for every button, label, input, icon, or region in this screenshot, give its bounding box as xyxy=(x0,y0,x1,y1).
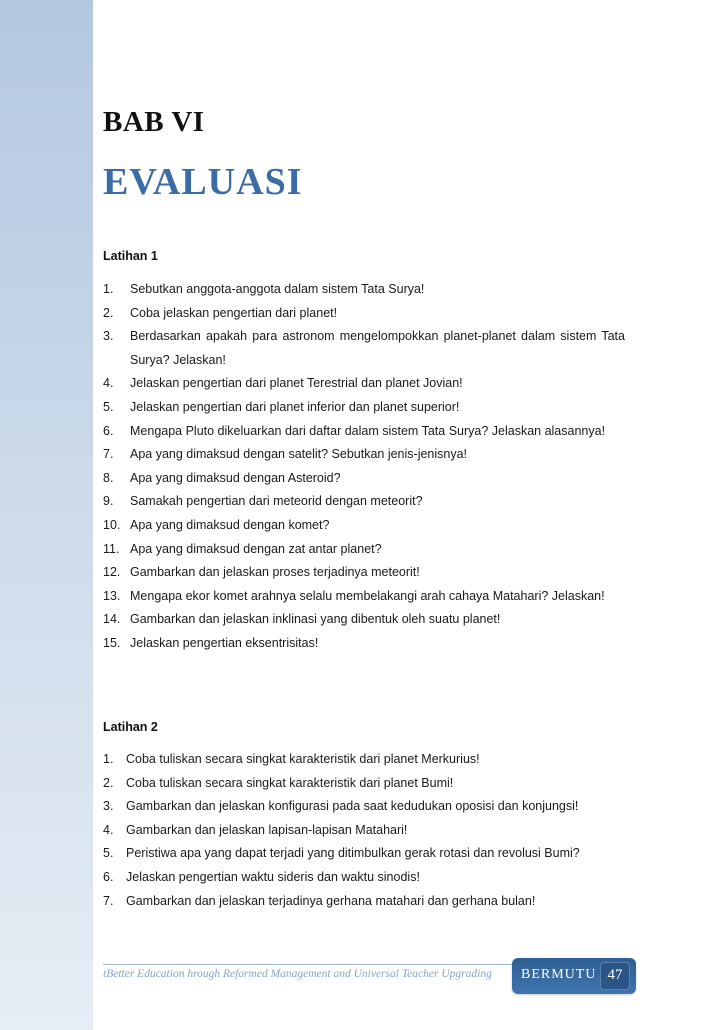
question-text: Gambarkan dan jelaskan lapisan-lapisan Matahari! xyxy=(126,822,408,837)
question-item xyxy=(103,420,625,444)
question-text: Jelaskan pengertian dari planet inferior dan planet superior! xyxy=(130,399,460,414)
question-item xyxy=(103,396,625,420)
question-number: 4. xyxy=(103,822,114,837)
section-title: EVALUASI xyxy=(103,161,303,203)
question-item xyxy=(103,748,625,772)
question-item xyxy=(103,772,625,796)
question-text: Apa yang dimaksud dengan zat antar planet? xyxy=(130,541,382,556)
question-text: Coba tuliskan secara singkat karakteristik dari planet Merkurius! xyxy=(126,752,480,766)
exercise-heading-1: Latihan 1 xyxy=(103,249,158,263)
question-text: Jelaskan pengertian dari planet Terestrial dan planet Jovian! xyxy=(130,376,463,391)
question-item xyxy=(103,490,625,514)
question-number: 5. xyxy=(103,399,114,414)
question-number: 4. xyxy=(103,376,114,391)
question-text: Berdasarkan apakah para astronom mengelompokkan planet-planet dalam sistem Tata Surya? Jelaskan! xyxy=(130,329,625,367)
question-number: 1. xyxy=(103,282,114,296)
exercise-heading-2: Latihan 2 xyxy=(103,720,158,734)
question-item xyxy=(103,514,625,538)
question-number: 1. xyxy=(103,752,114,766)
question-number: 11. xyxy=(103,541,120,556)
question-item xyxy=(103,561,625,585)
question-number: 7. xyxy=(103,447,114,462)
question-item xyxy=(103,325,625,372)
question-number: 2. xyxy=(103,775,114,790)
question-number: 6. xyxy=(103,869,114,884)
side-color-band xyxy=(0,0,93,1030)
question-item xyxy=(103,302,625,326)
question-text: Apa yang dimaksud dengan Asteroid? xyxy=(130,470,341,485)
question-item xyxy=(103,372,625,396)
page-number: 47 xyxy=(607,967,623,983)
question-item xyxy=(103,632,625,656)
question-number: 6. xyxy=(103,423,114,438)
question-item xyxy=(103,278,625,302)
question-text: Apa yang dimaksud dengan komet? xyxy=(130,517,330,532)
question-text: Sebutkan anggota-anggota dalam sistem Tata Surya! xyxy=(130,282,425,296)
question-item xyxy=(103,467,625,491)
question-text: Gambarkan dan jelaskan proses terjadinya meteorit! xyxy=(130,565,420,580)
question-item xyxy=(103,819,625,843)
question-number: 3. xyxy=(103,329,114,344)
question-item xyxy=(103,608,625,632)
question-text: Gambarkan dan jelaskan inklinasi yang dibentuk oleh suatu planet! xyxy=(130,612,501,627)
question-text: Samakah pengertian dari meteorid dengan meteorit? xyxy=(130,494,423,509)
footer-badge xyxy=(512,958,636,994)
question-list-latihan-1 xyxy=(103,278,625,656)
question-item xyxy=(103,890,625,914)
footer-divider xyxy=(103,964,518,965)
question-item xyxy=(103,866,625,890)
question-number: 2. xyxy=(103,305,114,320)
question-item xyxy=(103,585,625,609)
question-text: Mengapa Pluto dikeluarkan dari daftar dalam sistem Tata Surya? Jelaskan alasannya! xyxy=(130,423,606,438)
question-number: 10. xyxy=(103,517,121,532)
question-number: 8. xyxy=(103,470,114,485)
question-text: Gambarkan dan jelaskan konfigurasi pada saat kedudukan oposisi dan konjungsi! xyxy=(126,799,579,814)
footer-brand: BERMUTU xyxy=(521,967,597,982)
question-number: 7. xyxy=(103,893,114,908)
chapter-label: BAB VI xyxy=(103,106,205,138)
question-number: 13. xyxy=(103,588,121,603)
question-text: Mengapa ekor komet arahnya selalu membelakangi arah cahaya Matahari? Jelaskan! xyxy=(130,588,605,603)
question-text: Peristiwa apa yang dapat terjadi yang ditimbulkan gerak rotasi dan revolusi Bumi? xyxy=(126,846,580,861)
question-text: Jelaskan pengertian eksentrisitas! xyxy=(130,635,319,650)
question-text: Gambarkan dan jelaskan terjadinya gerhana matahari dan gerhana bulan! xyxy=(126,893,536,908)
footer-tagline: tBetter Education hrough Reformed Management and Universal Teacher Upgrading xyxy=(103,968,492,980)
question-text: Coba tuliskan secara singkat karakteristik dari planet Bumi! xyxy=(126,775,454,790)
question-text: Coba jelaskan pengertian dari planet! xyxy=(130,305,338,320)
question-number: 14. xyxy=(103,612,121,627)
question-number: 12. xyxy=(103,565,121,580)
question-text: Apa yang dimaksud dengan satelit? Sebutkan jenis-jenisnya! xyxy=(130,447,468,462)
question-number: 15. xyxy=(103,635,121,650)
question-item xyxy=(103,538,625,562)
question-number: 9. xyxy=(103,494,114,509)
page-number-box xyxy=(600,962,630,990)
question-number: 5. xyxy=(103,846,114,861)
question-item xyxy=(103,795,625,819)
question-number: 3. xyxy=(103,799,114,814)
question-item xyxy=(103,842,625,866)
question-item xyxy=(103,443,625,467)
question-text: Jelaskan pengertian waktu sideris dan waktu sinodis! xyxy=(126,869,420,884)
question-list-latihan-2 xyxy=(103,748,625,913)
